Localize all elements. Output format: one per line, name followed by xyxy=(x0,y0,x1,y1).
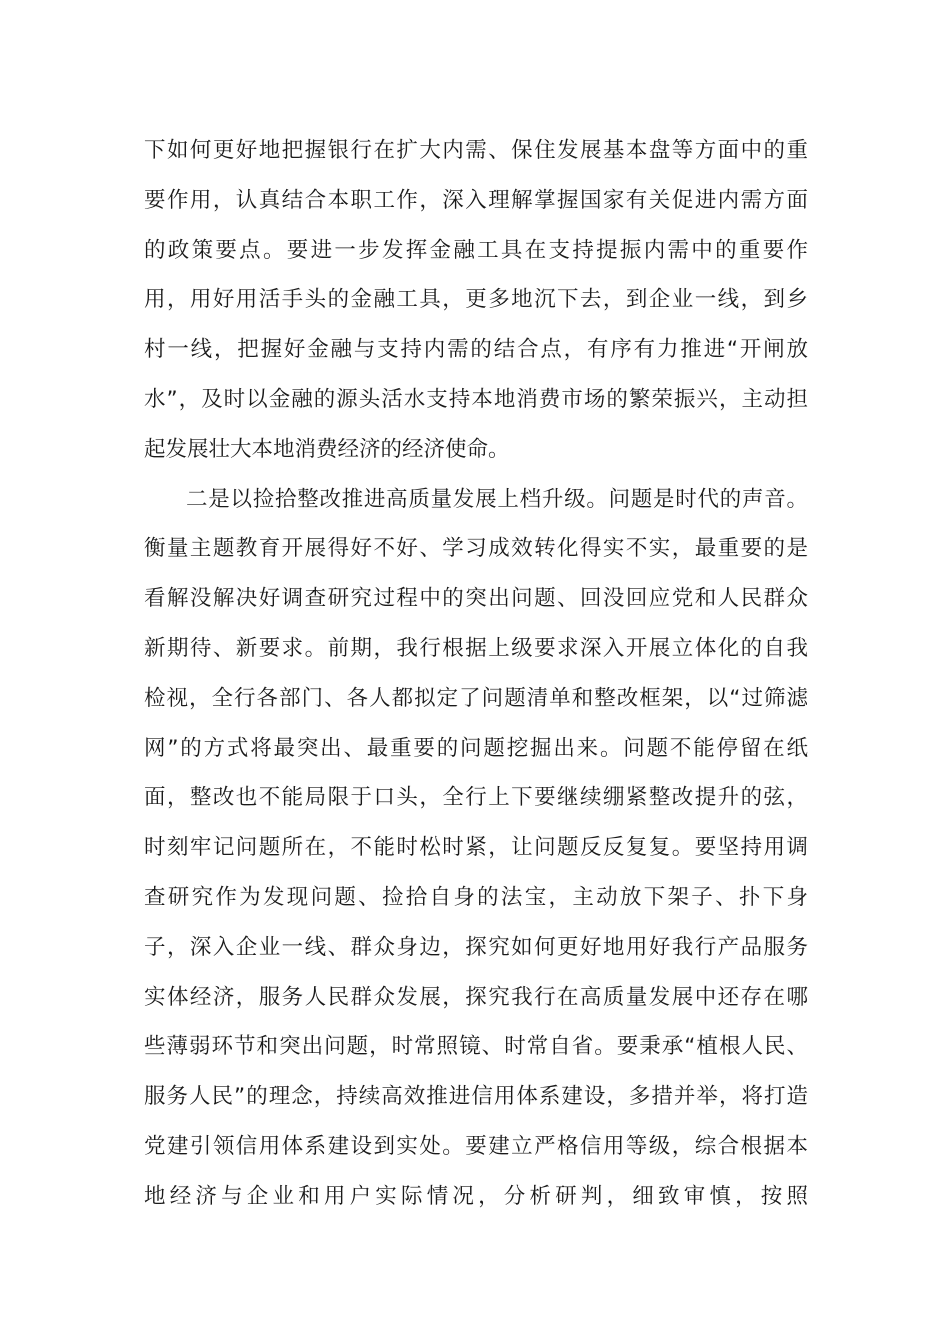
text-line: 查研究作为发现问题、捡拾自身的法宝，主动放下架子、扑下身 xyxy=(144,884,808,910)
text-line: 实体经济，服务人民群众发展，探究我行在高质量发展中还存在哪 xyxy=(144,984,808,1010)
text-line: 党建引领信用体系建设到实处。要建立严格信用等级，综合根据本 xyxy=(144,1133,808,1159)
text-line: 时刻牢记问题所在，不能时松时紧，让问题反反复复。要坚持用调 xyxy=(144,835,808,861)
paragraph-end-line: 起发展壮大本地消费经济的经济使命。 xyxy=(144,436,510,462)
text-line: 要作用，认真结合本职工作，深入理解掌握国家有关促进内需方面 xyxy=(144,187,808,213)
text-line: 的政策要点。要进一步发挥金融工具在支持提振内需中的重要作 xyxy=(144,237,808,263)
text-line: 些薄弱环节和突出问题，时常照镜、时常自省。要秉承“植根人民、 xyxy=(144,1034,808,1060)
text-line: 下如何更好地把握银行在扩大内需、保住发展基本盘等方面中的重 xyxy=(144,138,808,163)
text-line: 看解没解决好调查研究过程中的突出问题、回没回应党和人民群众 xyxy=(144,586,808,612)
text-line: 服务人民”的理念，持续高效推进信用体系建设，多措并举，将打造 xyxy=(144,1084,808,1110)
text-line: 用，用好用活手头的金融工具，更多地沉下去，到企业一线，到乡 xyxy=(144,287,808,313)
text-line: 地经济与企业和用户实际情况，分析研判，细致审慎，按照 xyxy=(144,1183,808,1209)
text-line: 面，整改也不能局限于口头，全行上下要继续绷紧整改提升的弦， xyxy=(144,785,808,811)
text-line: 检视，全行各部门、各人都拟定了问题清单和整改框架，以“过筛滤 xyxy=(144,685,808,711)
body-text xyxy=(144,126,808,1222)
paragraph-first-line: 二是以捡拾整改推进高质量发展上档升级。问题是时代的声音。 xyxy=(186,486,808,512)
text-line: 新期待、新要求。前期，我行根据上级要求深入开展立体化的自我 xyxy=(144,635,808,661)
text-line: 水”，及时以金融的源头活水支持本地消费市场的繁荣振兴，主动担 xyxy=(144,386,808,412)
text-line: 子，深入企业一线、群众身边，探究如何更好地用好我行产品服务 xyxy=(144,934,808,960)
text-line: 村一线，把握好金融与支持内需的结合点，有序有力推进“开闸放 xyxy=(144,337,808,363)
text-line: 衡量主题教育开展得好不好、学习成效转化得实不实，最重要的是 xyxy=(144,536,808,562)
text-line: 网”的方式将最突出、最重要的问题挖掘出来。问题不能停留在纸 xyxy=(144,735,808,761)
